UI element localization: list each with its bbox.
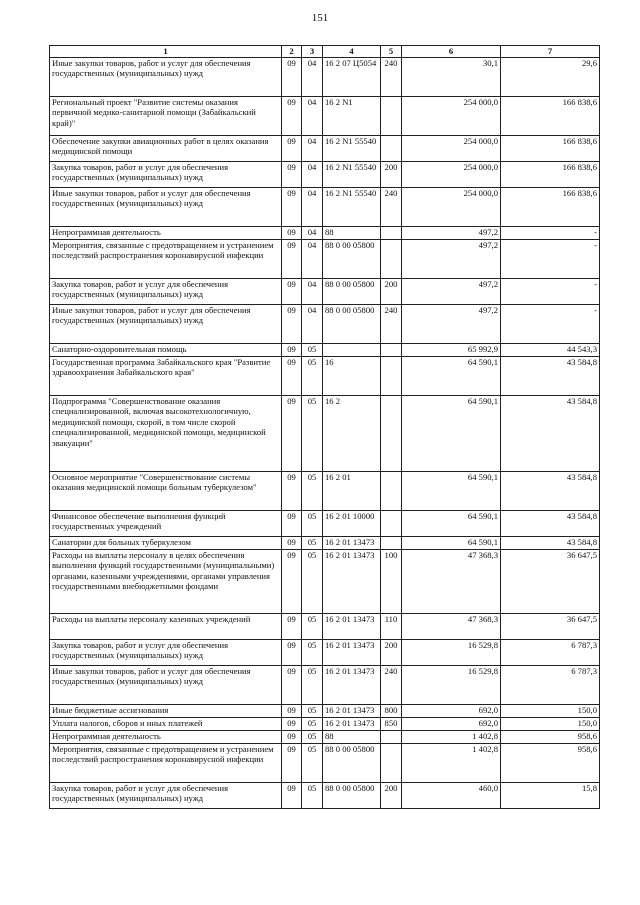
row-subsection: 05 <box>302 731 323 744</box>
table-row <box>50 744 600 783</box>
table-row <box>50 279 600 305</box>
table-row <box>50 357 600 396</box>
row-subsection: 05 <box>302 666 323 705</box>
row-amount-2: 6 787,3 <box>501 640 600 666</box>
row-target-code: 88 0 00 05800 <box>323 305 381 344</box>
row-amount-2: 958,6 <box>501 731 600 744</box>
row-amount-1: 497,2 <box>402 305 501 344</box>
column-header-section: 2 <box>282 46 302 58</box>
row-amount-1: 692,0 <box>402 718 501 731</box>
row-expense-type: 200 <box>381 783 402 809</box>
row-expense-type: 200 <box>381 279 402 305</box>
row-amount-1: 16 529,8 <box>402 666 501 705</box>
row-expense-type <box>381 344 402 357</box>
row-section: 09 <box>282 666 302 705</box>
row-amount-1: 254 000,0 <box>402 188 501 227</box>
row-expense-type <box>381 97 402 136</box>
row-subsection: 04 <box>302 240 323 279</box>
row-amount-1: 497,2 <box>402 240 501 279</box>
row-amount-1: 254 000,0 <box>402 97 501 136</box>
row-amount-2: 166 838,6 <box>501 188 600 227</box>
row-target-code: 88 0 00 05800 <box>323 279 381 305</box>
row-expense-type: 200 <box>381 162 402 188</box>
table-row <box>50 58 600 97</box>
table-body <box>50 58 600 809</box>
row-expense-type <box>381 240 402 279</box>
row-name: Закупка товаров, работ и услуг для обеспечения государственных (муниципальных) нужд <box>50 279 282 305</box>
row-amount-2: - <box>501 227 600 240</box>
table-row <box>50 537 600 550</box>
row-section: 09 <box>282 240 302 279</box>
page-number: 151 <box>311 12 329 24</box>
budget-table <box>49 45 600 809</box>
row-amount-2: 150,0 <box>501 705 600 718</box>
row-name: Региональный проект "Развитие системы оказания первичной медико-санитарной помощи (Забайкальский край)" <box>50 97 282 136</box>
row-amount-1: 16 529,8 <box>402 640 501 666</box>
row-target-code: 88 0 00 05800 <box>323 783 381 809</box>
row-name: Подпрограмма "Совершенствование оказания специализированной, включая высокотехнологичную, медицинской помощи, скорой, в том числе скорой специализированной, медицинской помощи, медицинской эвакуации" <box>50 396 282 472</box>
row-subsection: 05 <box>302 511 323 537</box>
row-section: 09 <box>282 162 302 188</box>
table-row <box>50 511 600 537</box>
row-target-code: 16 2 01 13473 <box>323 666 381 705</box>
row-name: Санаторно-оздоровительная помощь <box>50 344 282 357</box>
row-name: Иные закупки товаров, работ и услуг для обеспечения государственных (муниципальных) нужд <box>50 58 282 97</box>
table-row <box>50 550 600 614</box>
row-amount-1: 254 000,0 <box>402 136 501 162</box>
row-section: 09 <box>282 396 302 472</box>
row-target-code: 88 <box>323 227 381 240</box>
row-subsection: 04 <box>302 227 323 240</box>
row-section: 09 <box>282 305 302 344</box>
row-name: Непрограммная деятельность <box>50 227 282 240</box>
row-subsection: 05 <box>302 357 323 396</box>
table-row <box>50 718 600 731</box>
table-row <box>50 227 600 240</box>
row-amount-2: 43 584,8 <box>501 537 600 550</box>
row-expense-type <box>381 537 402 550</box>
table-row <box>50 396 600 472</box>
table-row <box>50 136 600 162</box>
row-expense-type: 240 <box>381 305 402 344</box>
row-amount-2: 6 787,3 <box>501 666 600 705</box>
row-name: Обеспечение закупки авиационных работ в целях оказания медицинской помощи <box>50 136 282 162</box>
row-amount-1: 30,1 <box>402 58 501 97</box>
row-expense-type: 200 <box>381 640 402 666</box>
row-expense-type: 240 <box>381 188 402 227</box>
row-section: 09 <box>282 97 302 136</box>
row-subsection: 04 <box>302 279 323 305</box>
row-section: 09 <box>282 537 302 550</box>
row-name: Иные бюджетные ассигнования <box>50 705 282 718</box>
row-section: 09 <box>282 188 302 227</box>
row-expense-type: 240 <box>381 58 402 97</box>
row-target-code: 16 2 01 13473 <box>323 537 381 550</box>
row-amount-2: 43 584,8 <box>501 511 600 537</box>
column-header-amount-2: 7 <box>501 46 600 58</box>
row-name: Санатории для больных туберкулезом <box>50 537 282 550</box>
row-section: 09 <box>282 357 302 396</box>
row-amount-1: 64 590,1 <box>402 357 501 396</box>
row-section: 09 <box>282 705 302 718</box>
row-amount-2: 150,0 <box>501 718 600 731</box>
row-subsection: 04 <box>302 97 323 136</box>
table-row <box>50 731 600 744</box>
header-row <box>50 46 600 58</box>
row-section: 09 <box>282 640 302 666</box>
row-target-code: 16 2 01 13473 <box>323 705 381 718</box>
row-expense-type: 100 <box>381 550 402 614</box>
row-name: Мероприятия, связанные с предотвращением и устранением последствий распространения коронавирусной инфекции <box>50 744 282 783</box>
row-name: Основное мероприятие "Совершенствование системы оказания медицинской помощи больным туберкулезом" <box>50 472 282 511</box>
row-amount-2: 44 543,3 <box>501 344 600 357</box>
row-target-code: 16 2 01 13473 <box>323 550 381 614</box>
row-expense-type: 240 <box>381 666 402 705</box>
row-name: Иные закупки товаров, работ и услуг для обеспечения государственных (муниципальных) нужд <box>50 188 282 227</box>
row-amount-2: 166 838,6 <box>501 136 600 162</box>
row-amount-1: 1 402,8 <box>402 731 501 744</box>
row-target-code <box>323 344 381 357</box>
row-subsection: 05 <box>302 783 323 809</box>
row-name: Закупка товаров, работ и услуг для обеспечения государственных (муниципальных) нужд <box>50 783 282 809</box>
row-subsection: 05 <box>302 640 323 666</box>
table-row <box>50 97 600 136</box>
row-subsection: 05 <box>302 744 323 783</box>
row-target-code: 16 2 <box>323 396 381 472</box>
row-amount-2: 166 838,6 <box>501 162 600 188</box>
row-subsection: 05 <box>302 705 323 718</box>
row-amount-2: - <box>501 240 600 279</box>
table-row <box>50 614 600 640</box>
table-row <box>50 666 600 705</box>
row-expense-type <box>381 744 402 783</box>
row-target-code: 88 <box>323 731 381 744</box>
row-target-code: 16 2 N1 55540 <box>323 162 381 188</box>
row-section: 09 <box>282 744 302 783</box>
row-name: Финансовое обеспечение выполнения функций государственных учреждений <box>50 511 282 537</box>
row-name: Непрограммная деятельность <box>50 731 282 744</box>
table-row <box>50 472 600 511</box>
row-amount-2: 15,8 <box>501 783 600 809</box>
table-row <box>50 240 600 279</box>
row-amount-2: - <box>501 305 600 344</box>
table-row <box>50 305 600 344</box>
row-section: 09 <box>282 783 302 809</box>
row-amount-2: - <box>501 279 600 305</box>
row-amount-2: 43 584,8 <box>501 396 600 472</box>
row-target-code: 88 0 00 05800 <box>323 240 381 279</box>
row-amount-1: 47 368,3 <box>402 614 501 640</box>
column-header-amount-1: 6 <box>402 46 501 58</box>
column-header-subsection: 3 <box>302 46 323 58</box>
row-amount-1: 65 992,9 <box>402 344 501 357</box>
row-expense-type <box>381 396 402 472</box>
row-section: 09 <box>282 511 302 537</box>
row-name: Мероприятия, связанные с предотвращением и устранением последствий распространения коронавирусной инфекции <box>50 240 282 279</box>
row-section: 09 <box>282 344 302 357</box>
row-target-code: 16 2 01 13473 <box>323 614 381 640</box>
table-row <box>50 783 600 809</box>
column-header-expense-type: 5 <box>381 46 402 58</box>
row-subsection: 04 <box>302 136 323 162</box>
row-target-code: 16 2 01 13473 <box>323 640 381 666</box>
row-name: Государственная программа Забайкальского края "Развитие здравоохранения Забайкальского края" <box>50 357 282 396</box>
row-amount-1: 64 590,1 <box>402 511 501 537</box>
row-amount-1: 497,2 <box>402 279 501 305</box>
row-section: 09 <box>282 227 302 240</box>
row-name: Уплата налогов, сборов и иных платежей <box>50 718 282 731</box>
row-expense-type <box>381 731 402 744</box>
row-amount-1: 497,2 <box>402 227 501 240</box>
row-amount-1: 1 402,8 <box>402 744 501 783</box>
row-target-code: 16 2 07 Ц5054 <box>323 58 381 97</box>
row-name: Расходы на выплаты персоналу казенных учреждений <box>50 614 282 640</box>
row-subsection: 05 <box>302 472 323 511</box>
row-expense-type <box>381 136 402 162</box>
row-expense-type <box>381 227 402 240</box>
row-expense-type <box>381 511 402 537</box>
row-expense-type <box>381 357 402 396</box>
row-subsection: 05 <box>302 396 323 472</box>
row-amount-2: 29,6 <box>501 58 600 97</box>
row-amount-1: 47 368,3 <box>402 550 501 614</box>
row-amount-1: 64 590,1 <box>402 537 501 550</box>
row-subsection: 05 <box>302 614 323 640</box>
row-amount-1: 64 590,1 <box>402 396 501 472</box>
table-row <box>50 188 600 227</box>
row-amount-1: 254 000,0 <box>402 162 501 188</box>
row-subsection: 05 <box>302 718 323 731</box>
row-amount-1: 64 590,1 <box>402 472 501 511</box>
table-row <box>50 344 600 357</box>
row-subsection: 05 <box>302 550 323 614</box>
table-row <box>50 705 600 718</box>
row-name: Иные закупки товаров, работ и услуг для обеспечения государственных (муниципальных) нужд <box>50 305 282 344</box>
row-amount-2: 958,6 <box>501 744 600 783</box>
row-section: 09 <box>282 718 302 731</box>
row-amount-2: 166 838,6 <box>501 97 600 136</box>
row-target-code: 16 <box>323 357 381 396</box>
row-name: Иные закупки товаров, работ и услуг для обеспечения государственных (муниципальных) нужд <box>50 666 282 705</box>
row-name: Закупка товаров, работ и услуг для обеспечения государственных (муниципальных) нужд <box>50 162 282 188</box>
row-subsection: 04 <box>302 305 323 344</box>
row-subsection: 04 <box>302 162 323 188</box>
column-header-target-code: 4 <box>323 46 381 58</box>
table-row <box>50 162 600 188</box>
row-amount-2: 43 584,8 <box>501 357 600 396</box>
row-subsection: 05 <box>302 344 323 357</box>
row-target-code: 16 2 N1 55540 <box>323 136 381 162</box>
row-target-code: 88 0 00 05800 <box>323 744 381 783</box>
row-target-code: 16 2 N1 <box>323 97 381 136</box>
column-header-name: 1 <box>50 46 282 58</box>
row-amount-1: 692,0 <box>402 705 501 718</box>
row-section: 09 <box>282 136 302 162</box>
row-expense-type <box>381 472 402 511</box>
row-target-code: 16 2 01 13473 <box>323 718 381 731</box>
row-section: 09 <box>282 472 302 511</box>
row-section: 09 <box>282 58 302 97</box>
row-expense-type: 850 <box>381 718 402 731</box>
row-expense-type: 110 <box>381 614 402 640</box>
row-section: 09 <box>282 550 302 614</box>
row-name: Расходы на выплаты персоналу в целях обеспечения выполнения функций государственными (муниципальными) органами, казенными учреждениями, органами управления государственными внебюджетными фондами <box>50 550 282 614</box>
row-subsection: 04 <box>302 58 323 97</box>
row-target-code: 16 2 01 10000 <box>323 511 381 537</box>
row-subsection: 05 <box>302 537 323 550</box>
row-amount-2: 43 584,8 <box>501 472 600 511</box>
row-target-code: 16 2 01 <box>323 472 381 511</box>
row-expense-type: 800 <box>381 705 402 718</box>
row-name: Закупка товаров, работ и услуг для обеспечения государственных (муниципальных) нужд <box>50 640 282 666</box>
row-amount-2: 36 647,5 <box>501 550 600 614</box>
row-section: 09 <box>282 731 302 744</box>
row-section: 09 <box>282 614 302 640</box>
row-amount-1: 460,0 <box>402 783 501 809</box>
row-section: 09 <box>282 279 302 305</box>
row-amount-2: 36 647,5 <box>501 614 600 640</box>
row-subsection: 04 <box>302 188 323 227</box>
table-row <box>50 640 600 666</box>
row-target-code: 16 2 N1 55540 <box>323 188 381 227</box>
